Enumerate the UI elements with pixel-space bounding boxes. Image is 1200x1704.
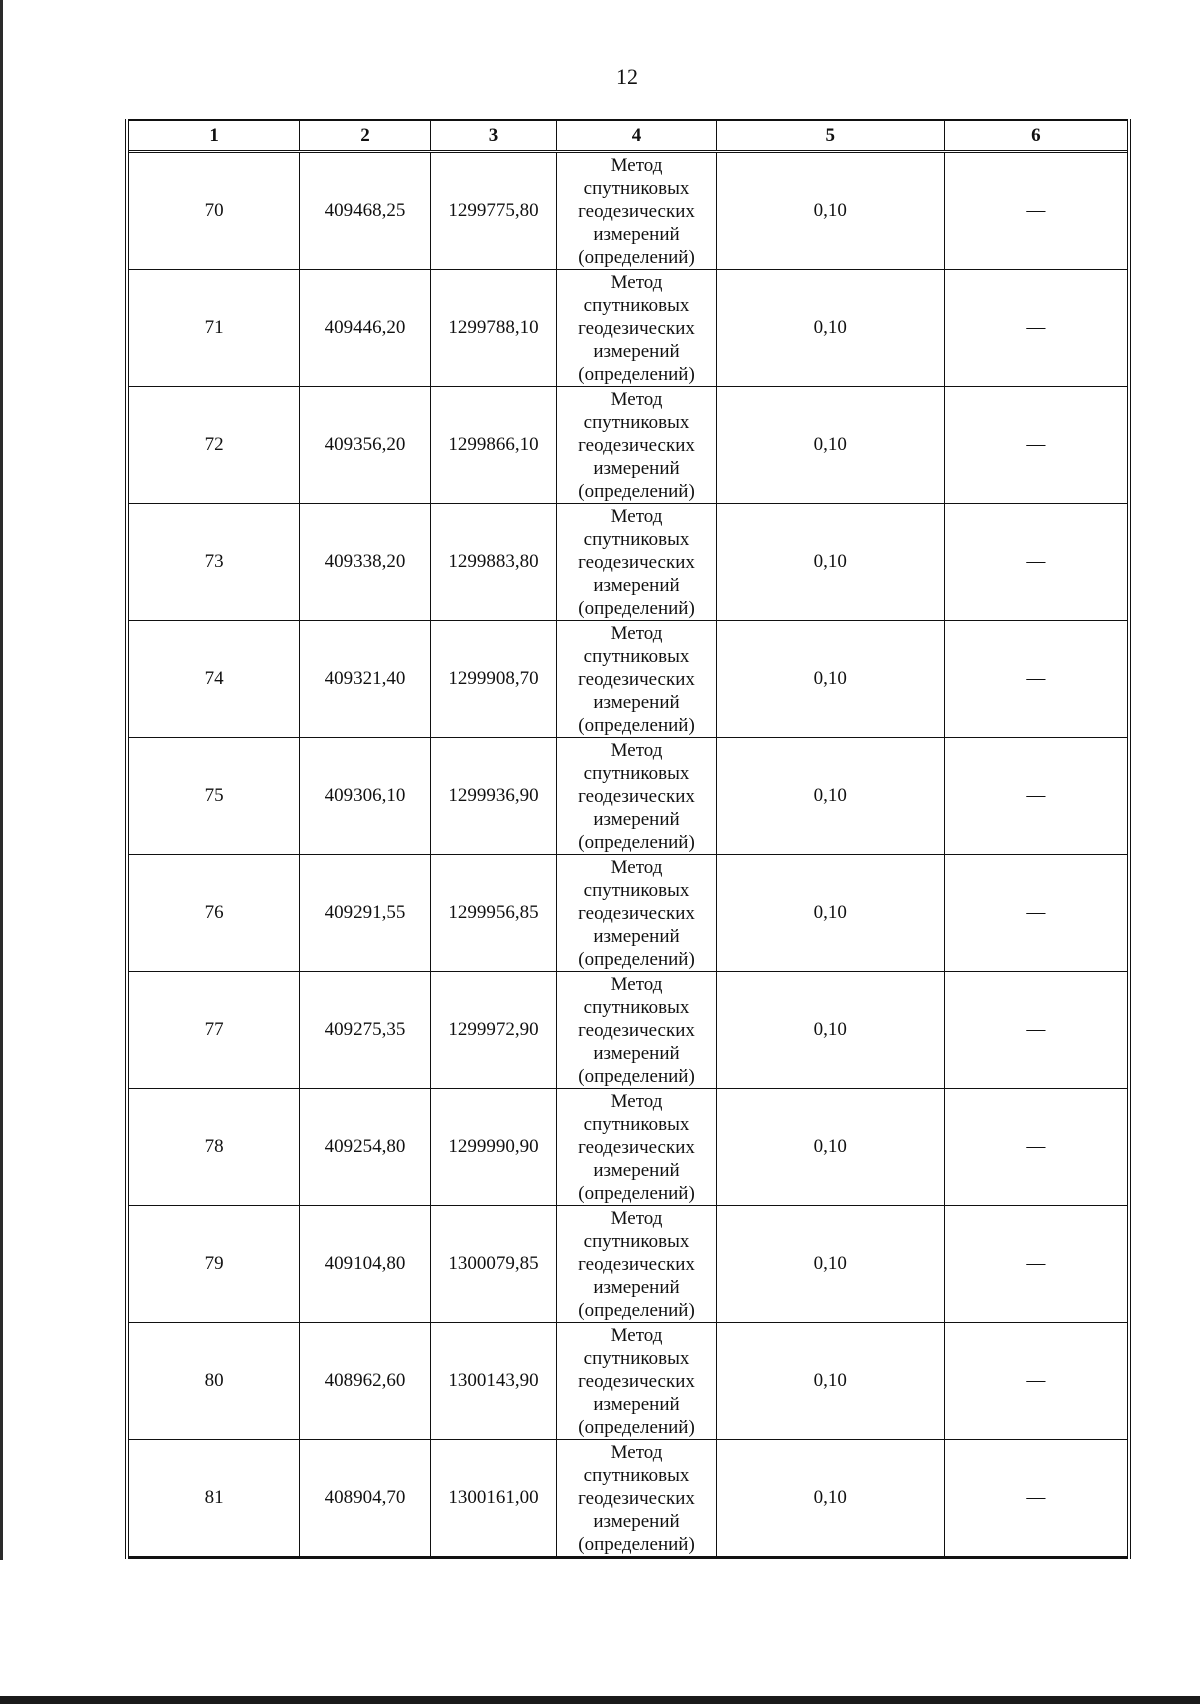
table-header [127, 120, 1129, 152]
table-row [127, 621, 1129, 738]
method-line: измерений [593, 574, 680, 596]
method-line: спутниковых [583, 879, 690, 901]
point-number-cell: 79 [127, 1206, 300, 1323]
note-cell [944, 1323, 1129, 1440]
point-number-cell: 78 [127, 1089, 300, 1206]
accuracy-cell: 0,10 [716, 855, 944, 972]
method-line: геодезических [578, 1253, 695, 1275]
method-line: Метод [610, 271, 663, 293]
header-cell-4: 4 [557, 120, 717, 152]
method-line: спутниковых [583, 1113, 690, 1135]
table-row [127, 855, 1129, 972]
point-number-cell: 72 [127, 387, 300, 504]
method-line: (определений) [578, 1182, 695, 1204]
y-coordinate-cell: 1299956,85 [430, 855, 557, 972]
note-cell [944, 972, 1129, 1089]
method-cell [557, 1323, 717, 1440]
method-cell [557, 1440, 717, 1558]
method-line: (определений) [578, 246, 695, 268]
method-cell [557, 1089, 717, 1206]
table-row [127, 972, 1129, 1089]
point-number-cell: 76 [127, 855, 300, 972]
method-line: (определений) [578, 597, 695, 619]
method-line: спутниковых [583, 645, 690, 667]
method-line: геодезических [578, 902, 695, 924]
table-row [127, 270, 1129, 387]
method-line: (определений) [578, 363, 695, 385]
note-cell [944, 270, 1129, 387]
dash-mark: — [1026, 200, 1046, 221]
method-cell [557, 504, 717, 621]
method-line: Метод [610, 856, 663, 878]
method-line: геодезических [578, 668, 695, 690]
point-number-cell: 77 [127, 972, 300, 1089]
page-number: 12 [616, 64, 638, 89]
dash-mark: — [1026, 1253, 1046, 1274]
method-line: геодезических [578, 317, 695, 339]
note-cell [944, 738, 1129, 855]
accuracy-cell: 0,10 [716, 621, 944, 738]
dash-mark: — [1026, 551, 1046, 572]
dash-mark: — [1026, 1136, 1046, 1157]
method-line: (определений) [578, 1065, 695, 1087]
method-line: Метод [610, 739, 663, 761]
method-line: измерений [593, 808, 680, 830]
method-line: геодезических [578, 551, 695, 573]
x-coordinate-cell: 409291,55 [300, 855, 431, 972]
coordinates-table [125, 119, 1131, 1559]
note-cell [944, 621, 1129, 738]
dash-mark: — [1026, 1487, 1046, 1508]
point-number-cell: 71 [127, 270, 300, 387]
x-coordinate-cell: 409356,20 [300, 387, 431, 504]
x-coordinate-cell: 408962,60 [300, 1323, 431, 1440]
point-number-cell: 74 [127, 621, 300, 738]
method-line: спутниковых [583, 528, 690, 550]
y-coordinate-cell: 1299775,80 [430, 152, 557, 270]
accuracy-cell: 0,10 [716, 972, 944, 1089]
dash-mark: — [1026, 1019, 1046, 1040]
point-number-cell: 80 [127, 1323, 300, 1440]
point-number-cell: 75 [127, 738, 300, 855]
method-cell [557, 621, 717, 738]
y-coordinate-cell: 1300079,85 [430, 1206, 557, 1323]
table-row [127, 738, 1129, 855]
scan-bottom-edge [0, 1696, 1200, 1704]
method-line: спутниковых [583, 411, 690, 433]
table-row [127, 1323, 1129, 1440]
table-row [127, 152, 1129, 270]
method-line: Метод [610, 1207, 663, 1229]
table-row [127, 1206, 1129, 1323]
method-line: Метод [610, 1324, 663, 1346]
note-cell [944, 855, 1129, 972]
accuracy-cell: 0,10 [716, 504, 944, 621]
method-line: измерений [593, 223, 680, 245]
dash-mark: — [1026, 1370, 1046, 1391]
method-line: (определений) [578, 831, 695, 853]
table-body [127, 152, 1129, 1558]
method-line: (определений) [578, 480, 695, 502]
method-line: геодезических [578, 785, 695, 807]
note-cell [944, 504, 1129, 621]
accuracy-cell: 0,10 [716, 1206, 944, 1323]
method-line: спутниковых [583, 1464, 690, 1486]
method-cell [557, 152, 717, 270]
y-coordinate-cell: 1300143,90 [430, 1323, 557, 1440]
method-line: геодезических [578, 200, 695, 222]
note-cell [944, 387, 1129, 504]
accuracy-cell: 0,10 [716, 738, 944, 855]
scan-left-edge [0, 0, 3, 1560]
note-cell [944, 1440, 1129, 1558]
method-line: геодезических [578, 434, 695, 456]
y-coordinate-cell: 1299788,10 [430, 270, 557, 387]
method-line: Метод [610, 622, 663, 644]
method-line: спутниковых [583, 294, 690, 316]
method-line: измерений [593, 1159, 680, 1181]
method-line: Метод [610, 973, 663, 995]
note-cell [944, 1206, 1129, 1323]
x-coordinate-cell: 408904,70 [300, 1440, 431, 1558]
method-line: спутниковых [583, 762, 690, 784]
method-line: измерений [593, 925, 680, 947]
method-line: спутниковых [583, 996, 690, 1018]
method-line: геодезических [578, 1019, 695, 1041]
method-line: геодезических [578, 1370, 695, 1392]
method-line: спутниковых [583, 177, 690, 199]
method-line: Метод [610, 1441, 663, 1463]
method-line: спутниковых [583, 1230, 690, 1252]
y-coordinate-cell: 1299883,80 [430, 504, 557, 621]
method-line: Метод [610, 388, 663, 410]
method-line: измерений [593, 340, 680, 362]
method-cell [557, 738, 717, 855]
x-coordinate-cell: 409321,40 [300, 621, 431, 738]
x-coordinate-cell: 409338,20 [300, 504, 431, 621]
header-cell-2: 2 [300, 120, 431, 152]
note-cell [944, 152, 1129, 270]
method-line: (определений) [578, 1299, 695, 1321]
point-number-cell: 81 [127, 1440, 300, 1558]
x-coordinate-cell: 409104,80 [300, 1206, 431, 1323]
method-line: Метод [610, 154, 663, 176]
point-number-cell: 73 [127, 504, 300, 621]
method-line: (определений) [578, 948, 695, 970]
note-cell [944, 1089, 1129, 1206]
method-cell [557, 855, 717, 972]
accuracy-cell: 0,10 [716, 1440, 944, 1558]
method-line: измерений [593, 1510, 680, 1532]
header-cell-6: 6 [944, 120, 1129, 152]
accuracy-cell: 0,10 [716, 1323, 944, 1440]
accuracy-cell: 0,10 [716, 152, 944, 270]
method-line: измерений [593, 457, 680, 479]
x-coordinate-cell: 409275,35 [300, 972, 431, 1089]
method-line: (определений) [578, 1533, 695, 1555]
accuracy-cell: 0,10 [716, 387, 944, 504]
method-line: Метод [610, 1090, 663, 1112]
y-coordinate-cell: 1299908,70 [430, 621, 557, 738]
y-coordinate-cell: 1299990,90 [430, 1089, 557, 1206]
accuracy-cell: 0,10 [716, 270, 944, 387]
header-row [127, 120, 1129, 152]
header-cell-5: 5 [716, 120, 944, 152]
method-line: геодезических [578, 1487, 695, 1509]
y-coordinate-cell: 1299972,90 [430, 972, 557, 1089]
method-line: геодезических [578, 1136, 695, 1158]
x-coordinate-cell: 409254,80 [300, 1089, 431, 1206]
point-number-cell: 70 [127, 152, 300, 270]
x-coordinate-cell: 409446,20 [300, 270, 431, 387]
y-coordinate-cell: 1299936,90 [430, 738, 557, 855]
dash-mark: — [1026, 317, 1046, 338]
y-coordinate-cell: 1299866,10 [430, 387, 557, 504]
table-row [127, 504, 1129, 621]
method-line: измерений [593, 1276, 680, 1298]
dash-mark: — [1026, 434, 1046, 455]
method-cell [557, 270, 717, 387]
method-line: Метод [610, 505, 663, 527]
x-coordinate-cell: 409468,25 [300, 152, 431, 270]
table-row [127, 1089, 1129, 1206]
method-cell [557, 972, 717, 1089]
method-cell [557, 387, 717, 504]
y-coordinate-cell: 1300161,00 [430, 1440, 557, 1558]
method-line: (определений) [578, 714, 695, 736]
dash-mark: — [1026, 668, 1046, 689]
accuracy-cell: 0,10 [716, 1089, 944, 1206]
method-cell [557, 1206, 717, 1323]
dash-mark: — [1026, 785, 1046, 806]
header-cell-3: 3 [430, 120, 557, 152]
x-coordinate-cell: 409306,10 [300, 738, 431, 855]
method-line: измерений [593, 1042, 680, 1064]
header-cell-1: 1 [127, 120, 300, 152]
method-line: спутниковых [583, 1347, 690, 1369]
dash-mark: — [1026, 902, 1046, 923]
method-line: (определений) [578, 1416, 695, 1438]
method-line: измерений [593, 1393, 680, 1415]
table-row [127, 387, 1129, 504]
method-line: измерений [593, 691, 680, 713]
table-row [127, 1440, 1129, 1558]
